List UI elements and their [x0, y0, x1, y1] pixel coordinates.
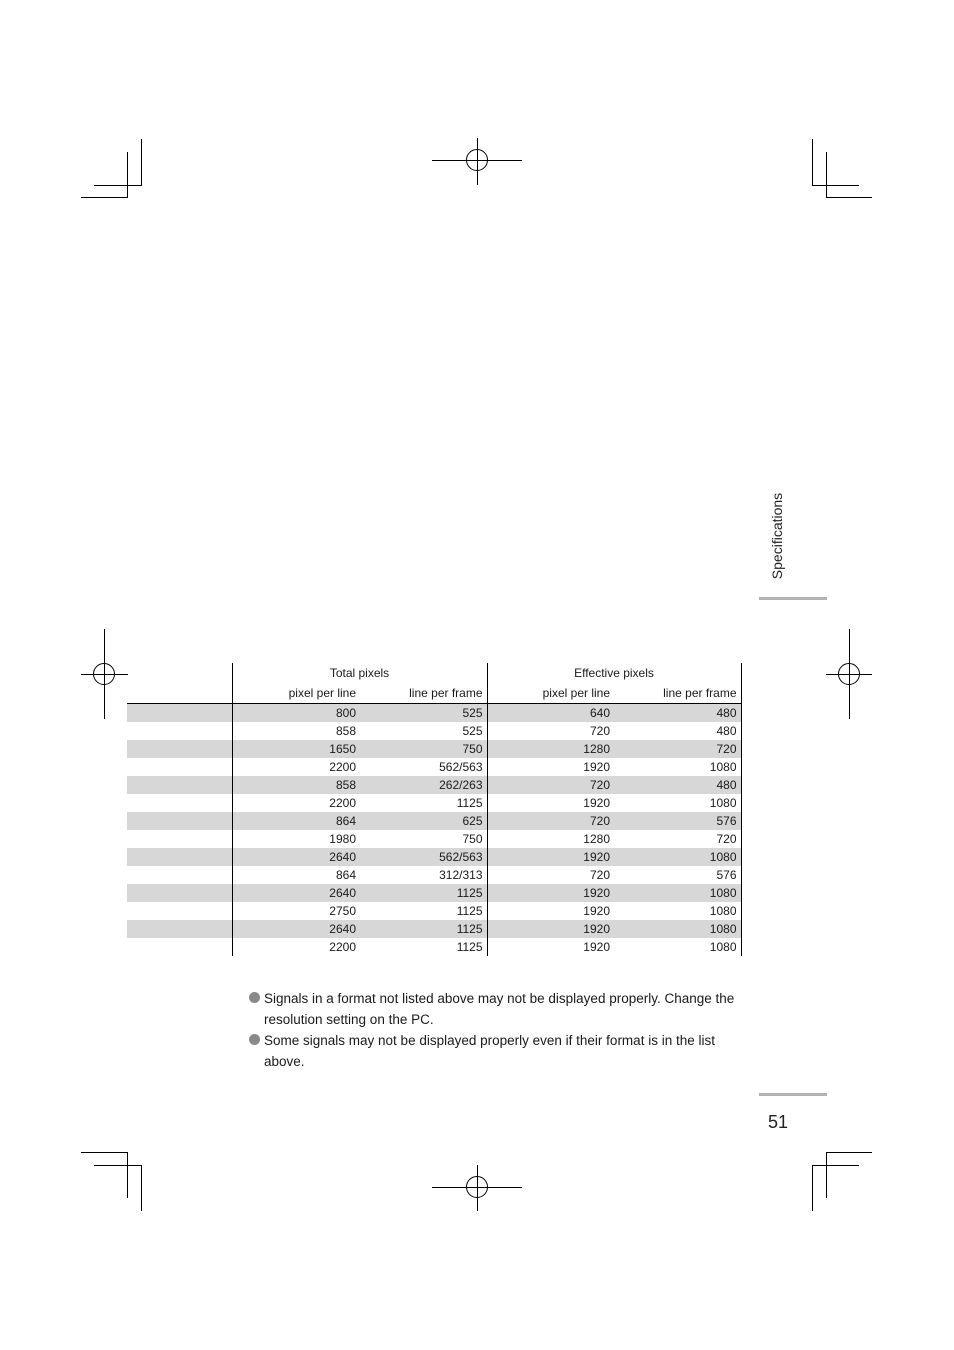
cell-effective-line-per-frame: 1080 [614, 884, 741, 902]
cell-total-pixel-per-line: 2640 [232, 848, 360, 866]
table-group-header-row [127, 663, 741, 683]
cell-total-pixel-per-line: 2750 [232, 902, 360, 920]
cell-total-pixel-per-line: 858 [232, 722, 360, 740]
cell-row-label [127, 812, 232, 830]
cell-effective-line-per-frame: 720 [614, 740, 741, 758]
section-divider-bottom [759, 1093, 827, 1096]
cell-total-line-per-frame: 1125 [456, 795, 483, 810]
note-text: Some signals may not be displayed properly even if their format is in the list above. [264, 1033, 715, 1069]
cell-effective-line-per-frame: 480 [614, 776, 741, 794]
cell-effective-line-per-frame: 1080 [614, 848, 741, 866]
section-label: Specifications [769, 492, 785, 580]
table-row [127, 884, 741, 902]
cell-row-label [127, 920, 232, 938]
group-header-total-pixels: Total pixels [232, 663, 487, 683]
sub-header-effective-pixel-per-line: pixel per line [487, 683, 614, 703]
cell-total-line-per-frame: 562/563 [439, 759, 483, 774]
cell-row-label [127, 722, 232, 740]
cell-row-label [127, 848, 232, 866]
cell-effective-pixel-per-line: 1280 [487, 740, 614, 758]
cell-effective-line-per-frame: 1080 [614, 794, 741, 812]
sub-header-effective-line-per-frame: line per frame [614, 683, 741, 703]
bullet-icon [249, 992, 260, 1003]
cell-total-pixel-per-line: 858 [232, 776, 360, 794]
cell-effective-line-per-frame: 1080 [614, 920, 741, 938]
cell-total-line-per-frame: 525 [462, 723, 483, 738]
cell-row-label [127, 884, 232, 902]
cell-row-label [127, 830, 232, 848]
list-item [249, 988, 744, 1030]
cell-effective-pixel-per-line: 720 [487, 776, 614, 794]
table-row [127, 938, 741, 956]
notes-list [249, 988, 744, 1072]
table-row [127, 848, 741, 866]
cell-effective-pixel-per-line: 720 [487, 812, 614, 830]
cell-total-line-per-frame: 312/313 [439, 867, 483, 882]
cell-total-pixel-per-line: 1980 [232, 830, 360, 848]
cell-row-label [127, 740, 232, 758]
page-number: 51 [768, 1112, 789, 1132]
table-row [127, 902, 741, 920]
cell-total-line-per-frame: 1125 [456, 903, 483, 918]
cell-effective-pixel-per-line: 640 [487, 703, 614, 722]
table-row [127, 722, 741, 740]
cell-row-label [127, 794, 232, 812]
cell-total-pixel-per-line: 2200 [232, 794, 360, 812]
cell-row-label [127, 866, 232, 884]
cell-total-pixel-per-line: 2200 [232, 938, 360, 956]
sub-header-total-pixel-per-line: pixel per line [232, 683, 360, 703]
cell-total-pixel-per-line: 2640 [232, 884, 360, 902]
cell-effective-line-per-frame: 1080 [614, 902, 741, 920]
cell-total-line-per-frame: 525 [360, 703, 487, 722]
table-row [127, 830, 741, 848]
cell-total-line-per-frame: 1125 [456, 939, 483, 954]
table-sub-header-row [127, 683, 741, 703]
cell-total-line-per-frame: 1125 [360, 920, 487, 938]
cell-total-pixel-per-line: 864 [232, 866, 360, 884]
cell-effective-pixel-per-line: 1920 [487, 902, 614, 920]
cell-effective-pixel-per-line: 720 [487, 866, 614, 884]
table-row [127, 812, 741, 830]
cell-effective-pixel-per-line: 1280 [487, 830, 614, 848]
cell-effective-pixel-per-line: 1920 [487, 794, 614, 812]
cell-row-label [127, 902, 232, 920]
cell-row-label [127, 758, 232, 776]
table-row [127, 758, 741, 776]
cell-effective-line-per-frame: 1080 [614, 938, 741, 956]
cell-effective-line-per-frame: 720 [614, 830, 741, 848]
sub-header-total-line-per-frame: line per frame [360, 683, 487, 703]
cell-effective-pixel-per-line: 1920 [487, 920, 614, 938]
list-item [249, 1030, 744, 1072]
cell-total-pixel-per-line: 864 [232, 812, 360, 830]
cell-total-line-per-frame: 625 [360, 812, 487, 830]
cell-row-label [127, 703, 232, 722]
cell-total-line-per-frame: 562/563 [360, 848, 487, 866]
cell-effective-pixel-per-line: 1920 [487, 884, 614, 902]
table-row [127, 703, 741, 722]
table-row [127, 866, 741, 884]
table-row [127, 920, 741, 938]
cell-effective-line-per-frame: 1080 [614, 758, 741, 776]
cell-total-pixel-per-line: 1650 [232, 740, 360, 758]
group-header-effective-pixels: Effective pixels [487, 663, 741, 683]
note-text: Signals in a format not listed above may not be displayed properly. Change the resolution setting on the PC. [264, 991, 735, 1027]
cell-effective-pixel-per-line: 720 [487, 722, 614, 740]
cell-effective-line-per-frame: 576 [614, 812, 741, 830]
cell-total-pixel-per-line: 2200 [232, 758, 360, 776]
table-row [127, 776, 741, 794]
cell-row-label [127, 776, 232, 794]
cell-total-line-per-frame: 750 [360, 740, 487, 758]
cell-effective-line-per-frame: 576 [614, 866, 741, 884]
cell-total-line-per-frame: 1125 [360, 884, 487, 902]
cell-effective-line-per-frame: 480 [614, 722, 741, 740]
signal-format-table [127, 663, 742, 956]
cell-total-pixel-per-line: 800 [232, 703, 360, 722]
cell-effective-pixel-per-line: 1920 [487, 758, 614, 776]
section-divider-top [759, 597, 827, 600]
cell-effective-pixel-per-line: 1920 [487, 848, 614, 866]
cell-effective-line-per-frame: 480 [614, 703, 741, 722]
cell-row-label [127, 938, 232, 956]
cell-effective-pixel-per-line: 1920 [487, 938, 614, 956]
table-row [127, 794, 741, 812]
bullet-icon [249, 1034, 260, 1045]
cell-total-pixel-per-line: 2640 [232, 920, 360, 938]
table-row [127, 740, 741, 758]
cell-total-line-per-frame: 750 [462, 831, 483, 846]
cell-total-line-per-frame: 262/263 [360, 776, 487, 794]
